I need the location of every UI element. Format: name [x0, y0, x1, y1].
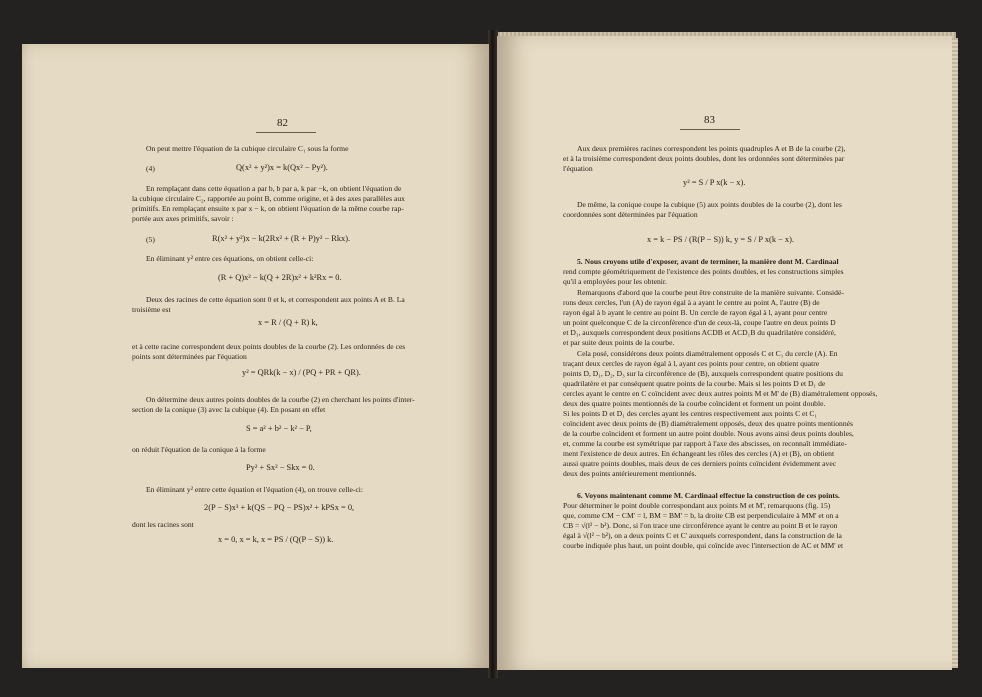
text-line: De même, la conique coupe la cubique (5) aux points doubles de la courbe (2), dont les [577, 200, 842, 209]
text-line: On peut mettre l'équation de la cubique circulaire C₁ sous la forme [146, 144, 349, 153]
equation: Py² + Sx² − Skx = 0. [246, 463, 315, 472]
text-line: et D₁, auxquels correspondent deux positions ACDB et ACD₁B du quadrilatère considéré, [563, 328, 836, 337]
equation: Q(x² + y²)x = k(Qx² − Py²). [236, 163, 328, 172]
text-line: rend compte géométriquement de l'existence des points doubles, et les constructions simples [563, 267, 844, 276]
text-line: courbe indiquée plus haut, un point double, qui coïncide avec l'intersection de AC et MM' et [563, 541, 844, 550]
text-line: Pour déterminer le point double correspondant aux points M et M', remarquons (fig. 15) [563, 501, 831, 510]
text-line: un point quelconque C de la circonférence d'un de ceux-là, coupe l'autre en deux points D [563, 318, 836, 327]
text-line: l'équation [563, 164, 593, 173]
text-line: Si les points D et D₁ des cercles ayant les centres respectivement aux points C et C₁ [563, 409, 818, 418]
text-line: traçant deux cercles de rayon égal à l, ayant ces points pour centre, on obtient quatre [563, 359, 820, 368]
text-line: que, comme CM − CM' = l, BM = BM' = b, la droite CB est perpendiculaire à MM' et on a [563, 511, 839, 520]
text-line: de la courbe coïncident et forment un autre point double. Nous avons ainsi deux points doubles, [563, 429, 854, 438]
text-line: troisième est [132, 305, 171, 314]
text-line: ment l'existence de deux autres. En échangeant les rôles des cercles (A) et (B), on obtient [563, 449, 835, 458]
text-line: deux des quatre points mentionnés de la courbe coïncident et forment un point double. [563, 399, 826, 408]
section-5-first-line: 5. Nous croyons utile d'exposer, avant de terminer, la manière dont M. Cardinaal [577, 257, 839, 266]
text-line: CB = √(l² − b²). Donc, si l'on trace une circonférence ayant le centre au point B et le rayon [563, 521, 838, 530]
text-line: égal à √(l² − b²), on a deux points C et C' auxquels correspondent, dans la construction de la [563, 531, 842, 540]
text-line: quadrilatère et par conséquent quatre points de la courbe. Mais si les points D et D₁ de [563, 379, 826, 388]
text-line: deux des points antérieurement mentionnés. [563, 469, 697, 478]
equation: x = k − PS / (R(P − S)) k, y = S / P x(k − x). [647, 235, 795, 244]
section-6-first-line: 6. Voyons maintenant comme M. Cardinaal effectue la construction de ces points. [577, 491, 840, 500]
text-line: coïncident avec deux points de (B) diamétralement opposés, deux des quatre points mentionnés [563, 419, 853, 428]
equation-number: (4) [146, 164, 155, 173]
equation: 2(P − S)x³ + k(QS − PQ − PS)x² + kPSx = 0, [204, 503, 355, 512]
text-line: Cela posé, considérons deux points diamétralement opposés C et C₁ du cercle (A). En [577, 349, 838, 358]
equation: x = R / (Q + R) k, [258, 318, 318, 327]
text-line: et, comme la courbe est symétrique par rapport à l'axe des abscisses, on reconnaît immédiate- [563, 439, 847, 448]
text-line: Deux des racines de cette équation sont 0 et k, et correspondent aux points A et B. La [146, 295, 405, 304]
page-number: 82 [277, 117, 288, 129]
text-line: On détermine deux autres points doubles de la courbe (2) en cherchant les points d'inter- [146, 395, 415, 404]
text-line: et à la troisième correspondent deux points doubles, dont les ordonnées sont déterminées par [563, 154, 845, 163]
text-line: points D, D₁, D₂, D₃ sur la circonférence de (B), auxquels correspondent quatre positions du [563, 369, 843, 378]
text-line: et à cette racine correspondent deux points doubles de la courbe (2). Les ordonnées de ces [132, 342, 406, 351]
text-line: section de la conique (3) avec la cubique (4). En posant en effet [132, 405, 326, 414]
text-line: En remplaçant dans cette équation a par b, b par a, k par −k, on obtient l'équation de [146, 184, 402, 193]
text-line: dont les racines sont [132, 520, 194, 529]
text-line: qu'il a employées pour les obtenir. [563, 277, 667, 286]
page-number: 83 [704, 114, 715, 126]
left-page [22, 44, 489, 668]
text-line: on réduit l'équation de la conique à la forme [132, 445, 266, 454]
text-line: la cubique circulaire C₂, rapportée au point B, comme origine, et à des axes parallèles aux [132, 194, 405, 203]
equation: (R + Q)x² − k(Q + 2R)x² + k²Rx = 0. [218, 273, 342, 282]
text-line: Aux deux premières racines correspondent les points quadruples A et B de la courbe (2), [577, 144, 846, 153]
page-number-rule [256, 132, 316, 133]
text-line: aussi quatre points doubles, mais deux de ces derniers points coïncident évidemment avec [563, 459, 837, 468]
text-line: coordonnées sont déterminées par l'équation [563, 210, 698, 219]
text-line: portée aux axes primitifs, savoir : [132, 214, 234, 223]
text-line: primitifs. En remplaçant ensuite x par x − k, on obtient l'équation de la même courbe rap- [132, 204, 404, 213]
equation: x = 0, x = k, x = PS / (Q(P − S)) k. [218, 535, 334, 544]
equation: y² = QRk(k − x) / (PQ + PR + QR). [242, 368, 361, 377]
text-line: rons deux cercles, l'un (A) de rayon égal à a ayant le centre au point A, l'autre (B) de [563, 298, 820, 307]
text-line: et par suite deux points de la courbe. [563, 338, 675, 347]
equation: y² = S / P x(k − x). [683, 178, 746, 187]
page-number-rule [680, 129, 740, 130]
equation: R(x² + y²)x − k(2Rx² + (R + P)y² − Rkx). [212, 234, 351, 243]
equation: S = a² + b² − k² − P, [246, 424, 312, 433]
text-line: rayon égal à b ayant le centre au point B. Un cercle de rayon égal à l, ayant pour centre [563, 308, 828, 317]
text-line: cercles ayant le centre en C coïncident avec deux autres points M et M' de (B) diamétralement opposés, [563, 389, 878, 398]
text-line: En éliminant y² entre cette équation et l'équation (4), on trouve celle-ci: [146, 485, 364, 494]
right-page [497, 36, 952, 670]
text-line: points sont déterminées par l'équation [132, 352, 247, 361]
text-line: Remarquons d'abord que la courbe peut être construite de la manière suivante. Considé- [577, 288, 844, 297]
equation-number: (5) [146, 235, 155, 244]
text-line: En éliminant y² entre ces équations, on obtient celle-ci: [146, 254, 314, 263]
